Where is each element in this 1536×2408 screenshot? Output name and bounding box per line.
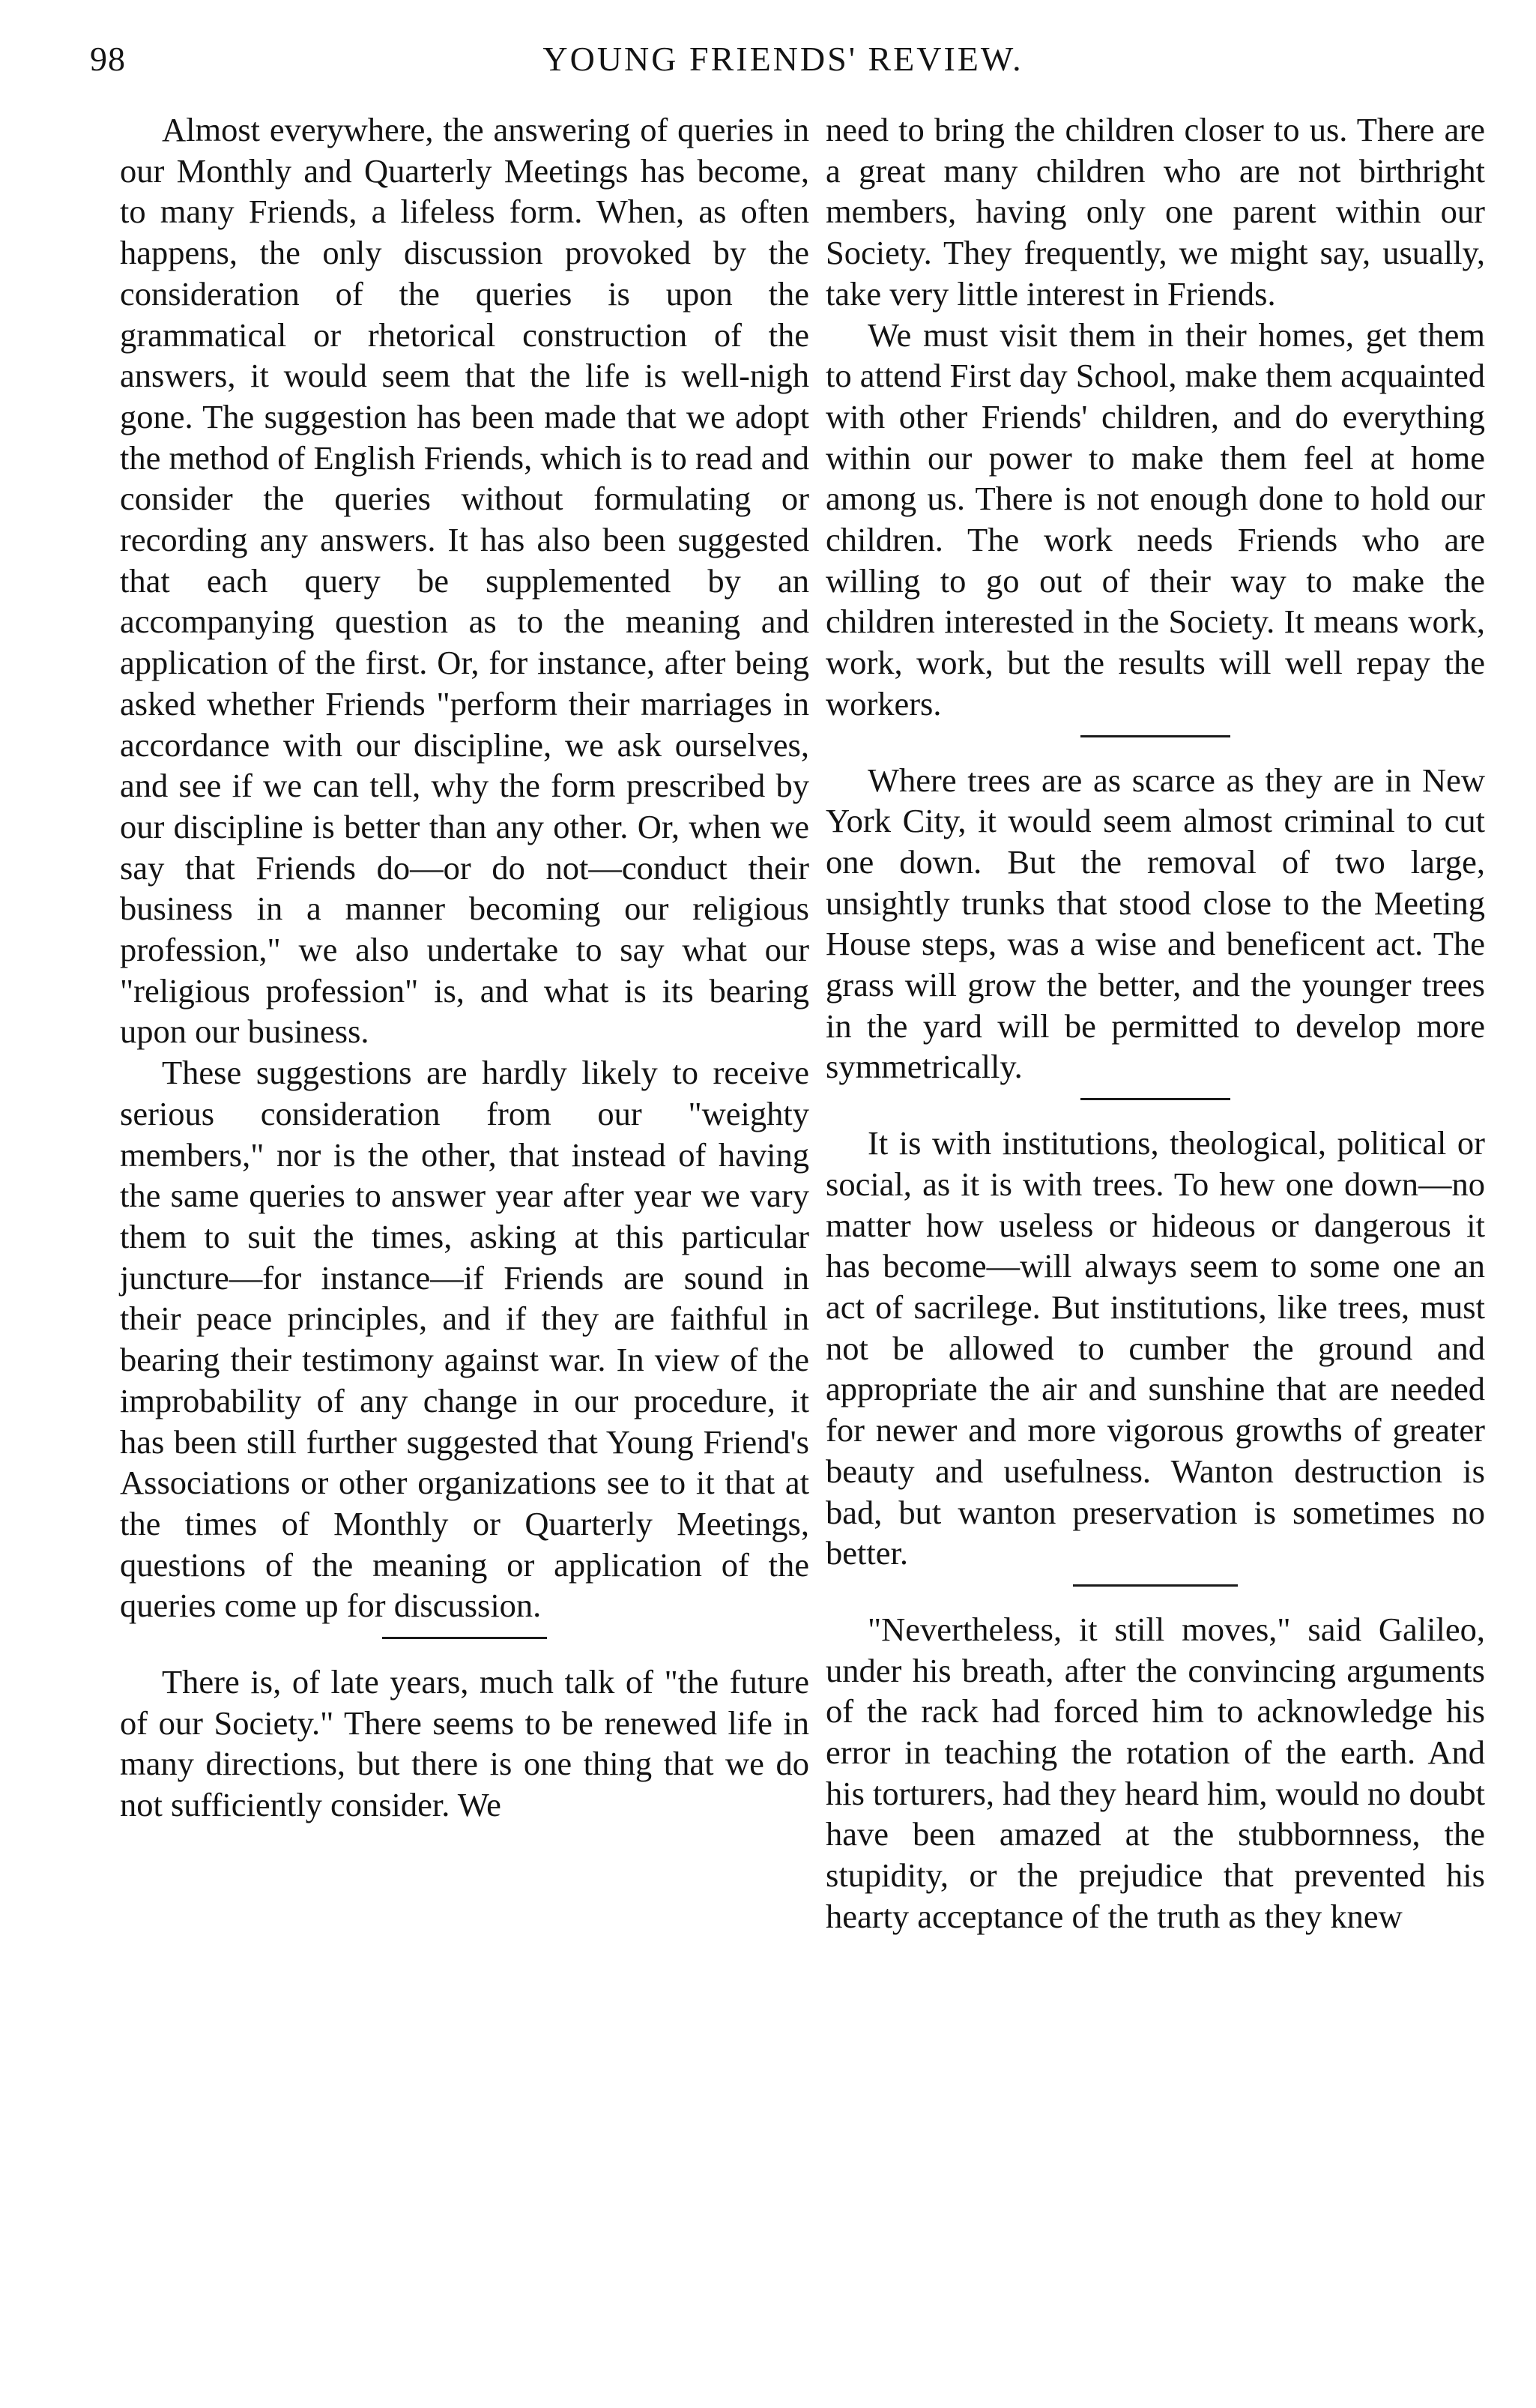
section-divider: [1080, 735, 1230, 737]
paragraph-suggestions: These suggestions are hardly likely to receive serious consideration from our "weighty members," nor is the other, that instead of having the same queries to answer year after year we vary them to suit the times, asking at this particular juncture—for instance—if Friends are sound in their peace principles, and if they are faithful in bearing their testimony against war. In view of the improbability of any change in our procedure, it has been still further suggested that Young Friend's Associations or other organizations see to it that at the times of Monthly or Quarterly Meetings, questions of the meaning or application of the queries come up for discussion.: [120, 1054, 809, 1625]
paragraph-children-continued: need to bring the children closer to us. There are a great many children who are not birthright members, having only one parent within our Society. They frequently, we might say, usually, take very little interest in Friends.: [826, 111, 1485, 313]
paragraph-galileo: "Nevertheless, it still moves," said Galileo, under his breath, after the convincing arguments of the rack had forced him to acknowledge his error in teaching the rotation of the earth. And his torturers, had they heard him, would no doubt have been amazed at the stubbornness, the stupidity, or the prejudice that prevented his hearty acceptance of the truth as they knew: [826, 1610, 1485, 1935]
paragraph-trees: Where trees are as scarce as they are in New York City, it would seem almost criminal to cut one down. But the removal of two large, unsightly trunks that stood close to the Meeting House steps, was a wise and beneficent act. The grass will grow the better, and the younger trees in the yard will be permitted to develop more symmetrically.: [826, 761, 1485, 1086]
page-number: 98: [90, 40, 126, 78]
paragraph-future-of-society: There is, of late years, much talk of "the future of our Society." There seems to be renewed life in many directions, but there is one thing that we do not sufficiently consider. We: [120, 1663, 809, 1824]
paragraph-queries: Almost everywhere, the answering of queries in our Monthly and Quarterly Meetings has become, to many Friends, a lifeless form. When, as often happens, the only discussion provoked by the consideration of the queries is upon the grammatical or rhetorical construction of the answers, it would seem that the life is well-nigh gone. The suggestion has been made that we adopt the method of English Friends, which is to read and consider the queries without formulating or recording any answers. It has also been suggested that each query be supplemented by an accompanying question as to the meaning and application of the first. Or, for instance, after being asked whether Friends "perform their marriages in accordance with our discipline, we ask ourselves, and see if we can tell, why the form prescribed by our discipline is better than any other. Or, when we say that Friends do—or do not—conduct their business in a manner becoming our religious profession," we also undertake to say what our "religious profession" is, and what is its bearing upon our business.: [120, 111, 809, 1051]
paragraph-institutions: It is with institutions, theological, political or social, as it is with trees. To hew one down—no matter how useless or hideous or dangerous it has become—will always seem to some one an act of sacrilege. But institutions, like trees, must not be allowed to cumber the ground and appropriate the air and sunshine that are needed for newer and more vigorous growths of greater beauty and usefulness. Wanton destruction is bad, but wanton preservation is sometimes no better.: [826, 1124, 1485, 1572]
left-column: [120, 109, 809, 1826]
page-header: [90, 39, 1476, 91]
section-divider: [1073, 1584, 1238, 1587]
paragraph-visit-children: We must visit them in their homes, get them to attend First day School, make them acquainted with other Friends' children, and do everything within our power to make them feel at home among us. There is not enough done to hold our children. The work needs Friends who are willing to go out of their way to make the children interested in the Society. It means work, work, work, but the results will well repay the workers.: [826, 316, 1485, 722]
right-column: [826, 109, 1485, 1937]
running-title: YOUNG FRIENDS' REVIEW.: [542, 40, 1024, 78]
section-divider: [1080, 1098, 1230, 1100]
section-divider: [382, 1637, 547, 1639]
